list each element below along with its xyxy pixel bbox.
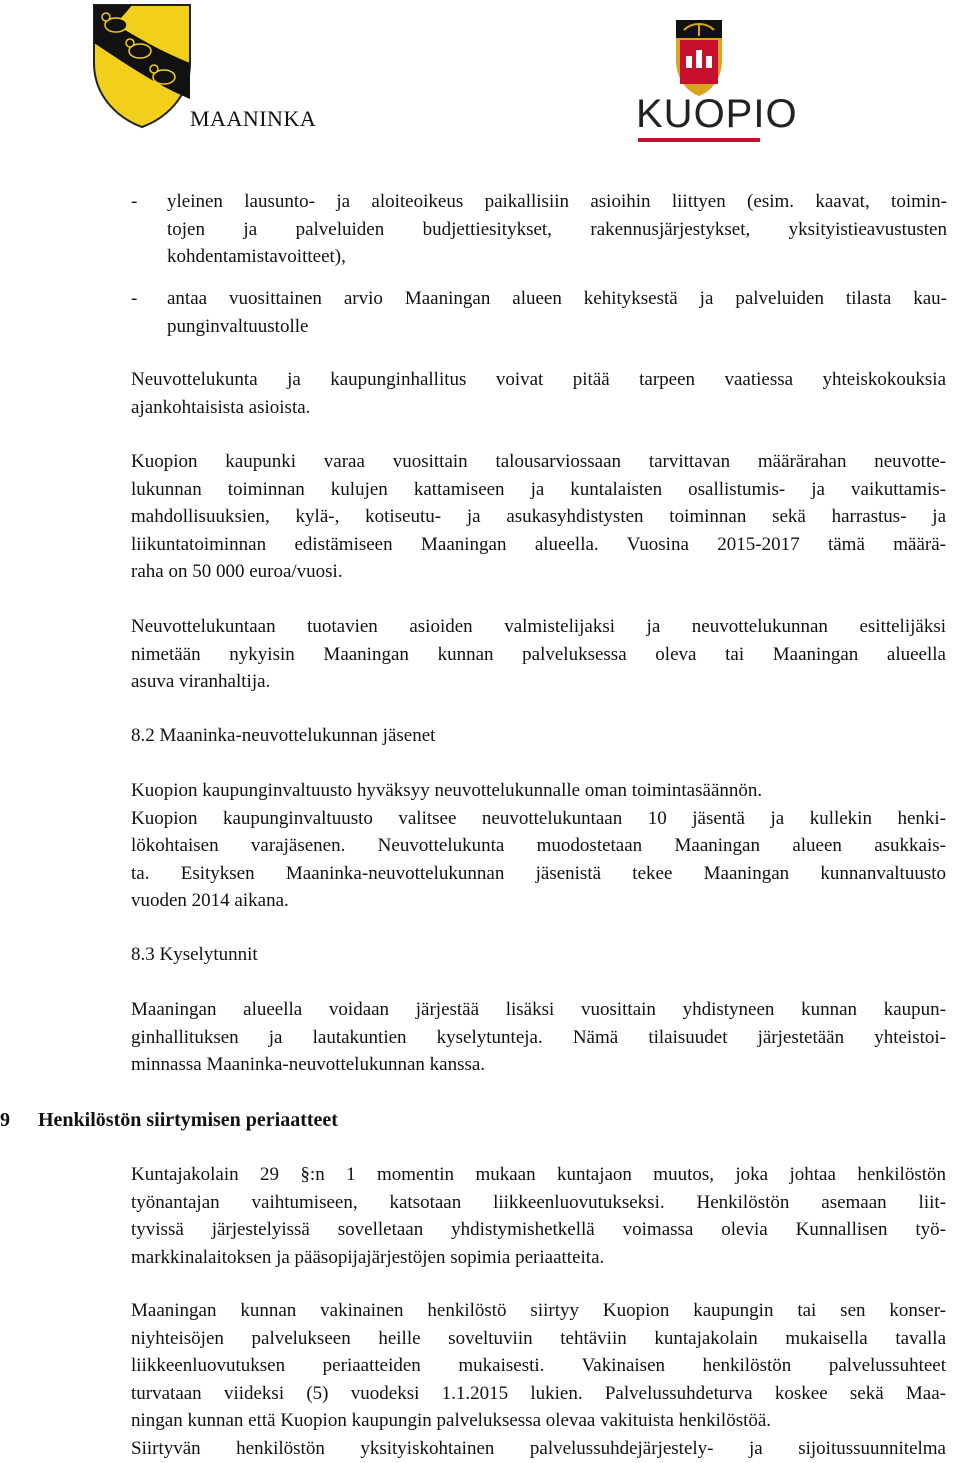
text-line: lukunnan toiminnan kulujen kattamiseen ja kuntalaisten osallistumis- ja vaikuttamis- <box>131 478 946 500</box>
maaninka-logo-label: MAANINKA <box>190 106 317 131</box>
text-line: tyvissä järjestelyissä sovelletaan yhdistymishetkellä voimassa olevia Kunnallisen työ- <box>131 1219 946 1240</box>
text-line: Siirtyvän henkilöstön yksityiskohtainen palvelussuhdejärjestely- ja sijoitussuunnitelma <box>131 1437 946 1459</box>
text-line: lökohtaisen varajäsenen. Neuvottelukunta muodostetaan Maaningan alueen asukkais- <box>131 835 946 856</box>
text-line: tojen ja palveluiden budjettiesitykset, rakennusjärjestykset, yksityistieavustusten <box>167 218 947 240</box>
section-title: Henkilöstön siirtymisen periaatteet <box>38 1109 338 1131</box>
paragraph <box>131 996 946 1079</box>
text-line: Kuopion kaupunginvaltuusto hyväksyy neuvottelukunnalle oman toimintasäännön. <box>131 780 763 801</box>
section-number: 9 <box>0 1109 10 1131</box>
kuopio-logo <box>634 16 798 144</box>
subheading-8-2: 8.2 Maaninka-neuvottelukunnan jäsenet <box>131 725 436 746</box>
maaninka-logo <box>92 3 192 129</box>
text-line: ningan kunnan että Kuopion kaupungin palveluksessa olevaa vakituista henkilöstöä. <box>131 1410 772 1431</box>
text-line: Kuntajakolain 29 §:n 1 momentin mukaan kuntajaon muutos, joka johtaa henkilöstön <box>131 1164 946 1185</box>
kuopio-red-underline <box>638 138 760 142</box>
paragraph <box>131 366 946 421</box>
paragraph <box>131 613 946 696</box>
text-line: antaa vuosittainen arvio Maaningan alueen kehityksestä ja palveluiden tilasta kau- <box>167 288 947 309</box>
text-line: Neuvottelukunta ja kaupunginhallitus voivat pitää tarpeen vaatiessa yhteiskokouksia <box>131 369 946 390</box>
text-line: kohdentamistavoitteet), <box>167 246 346 267</box>
text-line: Kuopion kaupunki varaa vuosittain talousarviossaan tarvittavan määrärahan neuvotte- <box>131 451 946 472</box>
text-line: nimetään nykyisin Maaningan kunnan palveluksessa oleva tai Maaningan alueella <box>131 643 946 665</box>
text-line: mahdollisuuksien, kylä-, kotiseutu- ja asukasyhdistysten toiminnan sekä harrastus- ja <box>131 506 946 527</box>
text-line: markkinalaitoksen ja pääsopijajärjestöjen sopimia periaatteita. <box>131 1246 605 1268</box>
text-line: ta. Esityksen Maaninka-neuvottelukunnan jäsenistä tekee Maaningan kunnanvaltuusto <box>131 862 946 884</box>
text-line: turvataan viideksi (5) vuodeksi 1.1.2015 lukien. Palvelussuhdeturva koskee sekä Maa- <box>131 1382 946 1404</box>
kuopio-coat-of-arms-icon <box>634 16 764 98</box>
text-line: yleinen lausunto- ja aloiteoikeus paikallisiin asioihin liittyen (esim. kaavat, toimin- <box>167 191 947 212</box>
text-line: minnassa Maaninka-neuvottelukunnan kanssa. <box>131 1054 486 1075</box>
bullet-dash: - <box>131 191 138 212</box>
text-line: Neuvottelukuntaan tuotavien asioiden valmistelijaksi ja neuvottelukunnan esittelijäksi <box>131 616 946 637</box>
text-line: ajankohtaisista asioista. <box>131 396 311 418</box>
bullet-item <box>167 188 947 271</box>
text-line: vuoden 2014 aikana. <box>131 890 289 911</box>
text-line: punginvaltuustolle <box>167 315 309 337</box>
text-line: ginhallituksen ja lautakuntien kyselytunteja. Nämä tilaisuudet järjestetään yhteistoi- <box>131 1026 946 1048</box>
maaninka-coat-of-arms-icon <box>92 3 192 129</box>
text-line: asuva viranhaltija. <box>131 671 271 692</box>
paragraph <box>131 1297 946 1462</box>
text-line: Maaningan kunnan vakinainen henkilöstö siirtyy Kuopion kaupungin tai sen konser- <box>131 1300 946 1321</box>
kuopio-logo-label: KUOPIO <box>636 92 798 136</box>
text-line: Maaningan alueella voidaan järjestää lisäksi vuosittain yhdistyneen kunnan kaupun- <box>131 999 946 1020</box>
paragraph <box>131 1161 946 1271</box>
text-line: työnantajan vaihtumiseen, katsotaan liikkeenluovutukseksi. Henkilöstön asemaan liit- <box>131 1191 946 1213</box>
paragraph <box>131 448 946 586</box>
subheading-8-3: 8.3 Kyselytunnit <box>131 944 258 965</box>
text-line: raha on 50 000 euroa/vuosi. <box>131 561 343 582</box>
text-line: liikkeenluovutuksen periaatteiden mukaisesti. Vakinaisen henkilöstön palvelussuhteet <box>131 1355 946 1376</box>
text-line: niyhteisöjen palvelukseen heille soveltuviin tehtäviin kuntajakolain mukaisella tavalla <box>131 1327 946 1349</box>
bullet-dash: - <box>131 288 138 309</box>
text-line: Kuopion kaupunginvaltuusto valitsee neuvottelukuntaan 10 jäsentä ja kullekin henki- <box>131 807 946 829</box>
bullet-item <box>167 285 947 340</box>
paragraph <box>131 777 946 915</box>
text-line: liikuntatoiminnan edistämiseen Maaningan alueella. Vuosina 2015-2017 tämä määrä- <box>131 533 946 555</box>
